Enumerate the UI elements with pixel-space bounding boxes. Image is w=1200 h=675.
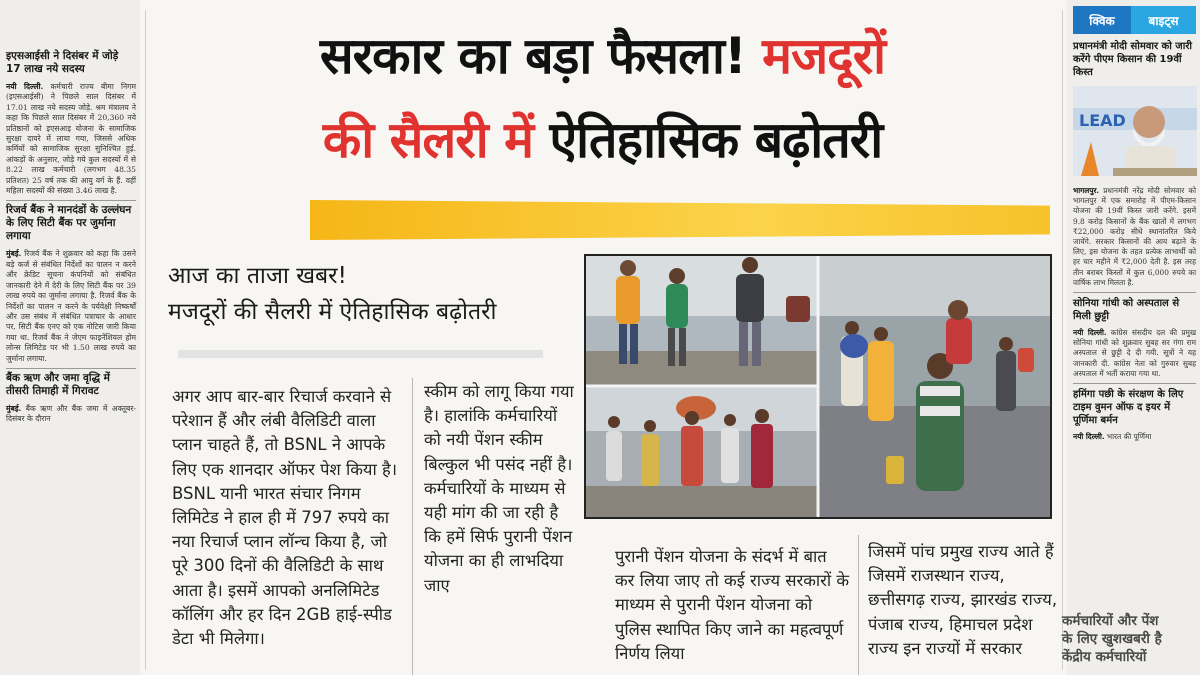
headline-line-2 [150, 98, 1055, 182]
quick-bytes-paragraph-3 [1073, 432, 1196, 442]
quick-bytes-headline-1: प्रधानमंत्री मोदी सोमवार को जारी करेंगे पीएम किसान की 19वीं किस्त [1073, 41, 1192, 78]
headline-line-1 [150, 14, 1055, 98]
paragraph-text: कांग्रेस संसदीय दल की प्रमुख सोनिया गांधी को शुक्रवार सुबह सर गंगा राम अस्पताल से छुट्टी दे दी गयी. सूत्रों ने यह जानकारी दी. कांग्रेस नेता को गुरुवार सुबह अस्पताल में भर्ती कराया गया था. [1073, 328, 1196, 378]
quick-bytes-tag [1073, 6, 1196, 34]
divider [6, 200, 136, 201]
subhead-line-2: मजदूरों की सैलरी में ऐतिहासिक बढ़ोतरी [168, 299, 497, 325]
gray-rule [178, 350, 543, 358]
paragraph-text: भारत की पूर्णिमा [1106, 432, 1152, 442]
article-column-4: जिसमें पांच प्रमुख राज्य आते हैं जिसमें राजस्थान राज्य, छत्तीसगढ़ राज्य, झारखंड राज्य, पंजाब राज्य, हिमाचल प्रदेश राज्य इन राज्यों में सरकार [868, 542, 1058, 658]
quick-bytes-tag-part-b: बाइट्स [1131, 6, 1196, 34]
column-divider-right [1062, 10, 1063, 670]
divider [1073, 292, 1196, 293]
overprinted-text [1062, 612, 1162, 666]
dateline: नयी दिल्ली. [1073, 328, 1107, 338]
divider [1073, 383, 1196, 384]
dateline: मुंबई. [6, 403, 22, 413]
dateline: भागलपुर. [1073, 186, 1100, 195]
pm-modi-photo [1073, 86, 1197, 176]
migrant-workers-photo [584, 254, 1052, 519]
headline-part-3: की सैलरी में [322, 111, 534, 169]
photo-backdrop-lettering: LEAD [1079, 111, 1126, 130]
subheadline [168, 258, 583, 330]
left-news-paragraph-2 [6, 249, 136, 363]
paragraph-text: कर्मचारी राज्य बीमा निगम (इएसआईसी) ने पिछले साल दिसंबर में 17.01 लाख नये सदस्य जोड़े. श्रम मंत्रालय ने कहा कि पिछले साल दिसंबर में 20,360 नये प्रतिष्ठानों को इएसआइ योजना के सामाजिक सुरक्षा दायरे में लाया गया, जिससे अधिक कर्मियों को सामाजिक सुरक्षा सुनिश्चित हुई. आंकड़ों के अनुसार, जोड़े गये कुल सदस्यों में से 8.22 लाख कर्मचारी (लगभग 48.35 प्रतिशत) 25 वर्ष तक की आयु वर्ग के हैं. वहीं महिला सदस्यों की संख्या 3.46 लाख है. [6, 82, 137, 196]
main-headline [150, 14, 1055, 182]
left-news-headline-2: रिजर्व बैंक ने मानदंडों के उल्लंघन के लिए सिटी बैंक पर जुर्माना लगाया [6, 204, 132, 243]
article-column-3: पुरानी पेंशन योजना के संदर्भ में बात कर लिया जाए तो कई राज्य सरकारों के माध्यम से पुरानी पेंशन योजना को पुलिस स्थापित किए जाने का महत्वपूर्ण निर्णय लिया [615, 547, 850, 663]
column-divider [412, 378, 413, 675]
quick-bytes-paragraph-2 [1073, 328, 1196, 379]
article-column-2: स्कीम को लागू किया गया है। हालांकि कर्मचारियों को नयी पेंशन स्कीम बिल्कुल भी पसंद नहीं है। कर्मचारियों के माध्यम से यही मांग की जा रही है कि हमें सिर्फ पुरानी पेंशन योजना का ही लाभदिया जाए [424, 382, 574, 595]
subhead-line-1: आज का ताजा खबर! [168, 263, 347, 289]
quick-bytes-tag-part-a: क्विक [1073, 6, 1131, 34]
quick-bytes-column [1067, 0, 1200, 675]
dateline: मुंबई. [6, 249, 22, 259]
paragraph-text: प्रधानमंत्री नरेंद्र मोदी सोमवार को भागलपुर में एक समारोह में पीएम-किसान योजना की 19वीं किस्त जारी करेंगे. इसमें 9.8 करोड़ किसानों के बैंक खातों में लगभग ₹22,000 करोड़ सीधे स्थानांतरित किये जायेंगे. सरकार किसानों की आय बढ़ाने के लिए, इस योजना के तहत प्रत्येक लाभार्थी को हर चार महीने में ₹2,000 देती है. इस तरह तीन बराबर किस्तों में कुल 6,000 रुपये का वार्षिक लाभ मिलता है. [1073, 186, 1196, 287]
article-column-1: अगर आप बार-बार रिचार्ज करवाने से परेशान हैं और लंबी वैलिडिटी वाला प्लान चाहते हैं, तो BSNL ने आपके लिए एक शानदार ऑफर पेश किया है। BSNL यानी भारत संचार निगम लिमिटेड ने हाल ही में 797 रुपये का नया रिचार्ज प्लान लॉन्च किया है, जो पूरे 300 दिनों की वैलिडिटी के साथ आता है। इसमें आपको अनलिमिटेड कॉलिंग और हर दिन 2GB हाई-स्पीड डेटा भी मिलेगा। [172, 387, 398, 649]
headline-part-4: ऐतिहासिक बढ़ोतरी [549, 111, 883, 169]
headline-part-2: मजदूरों [762, 27, 886, 85]
divider [6, 368, 136, 369]
photo-collage-image [586, 256, 1050, 517]
quick-bytes-headline-2: सोनिया गांधी को अस्पताल से मिली छुट्टी [1073, 298, 1180, 323]
left-news-headline-3: बैंक ऋण और जमा वृद्धि में तीसरी तिमाही में गिरावट [6, 371, 110, 397]
yellow-highlight-bar [310, 200, 1050, 240]
dateline: नयी दिल्ली. [1073, 432, 1105, 442]
quick-bytes-headline-3: हमिंगा पछी के संरक्षण के लिए टाइम वुमन ऑफ द इयर में पूर्णिमा बर्मन [1073, 389, 1184, 427]
paragraph-text: रिजर्व बैंक ने शुक्रवार को कहा कि उसने बड़े कर्ज से संबंधित निर्देशों का पालन न करने और क्रेडिट सूचना कंपनियों को संबंधित जानकारी देने में देरी के लिए सिटी बैंक पर 39 लाख रुपये का जुर्माना लगाया है. रिजर्व बैंक के निर्देशों का पालन न करने के पर्यवेक्षी निष्कर्षों और उस संबंध में संबंधित पत्राचार के आधार पर, सिटी बैंक एनए को एक नोटिस जारी किया गया था. रिजर्व बैंक ने जेएम फाइनेंशियल होम लोन्स लिमिटेड पर भी 1.50 लाख रुपये का जुर्माना लगाया. [6, 249, 136, 363]
paragraph-text: बैंक ऋण और बैंक जमा में अक्तूबर-दिसंबर के दौरान [6, 403, 136, 424]
overprinted-line-2: के लिए खुशखबरी है [1062, 631, 1162, 647]
headline-part-1: सरकार का बड़ा फैसला! [319, 27, 746, 85]
overprinted-line-1: कर्मचारियों और पेंश [1062, 613, 1159, 629]
column-divider [858, 535, 859, 675]
dateline: नयी दिल्ली. [6, 82, 44, 91]
left-news-column [0, 0, 140, 675]
left-news-paragraph-3 [6, 404, 136, 425]
quick-bytes-paragraph-1 [1073, 186, 1196, 288]
overprinted-line-3: केंद्रीय कर्मचारियों [1062, 649, 1147, 665]
left-news-paragraph-1 [6, 82, 136, 196]
left-news-headline-1: इएसआईसी ने दिसंबर में जोड़े 17 लाख नये सदस्य [6, 50, 119, 75]
column-divider-left [145, 10, 146, 670]
